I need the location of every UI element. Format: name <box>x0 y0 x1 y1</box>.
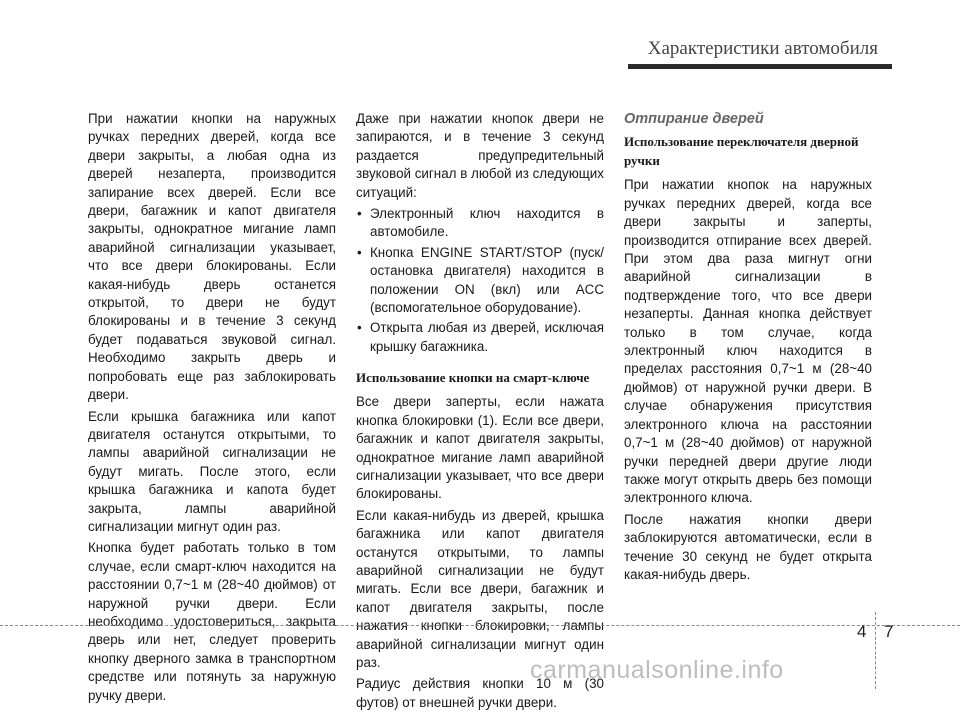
footer-dashed-divider <box>875 612 876 689</box>
subsection-heading: Использование переключателя дверной ручки <box>624 134 859 169</box>
paragraph: Если крышка багажника или капот двигателя останутся открытыми, то лампы аварийной сигнализации не будут мигать. После этого, если крышка багажника и капота будет закрыта, лампы аварийной сигнализации мигнут один раз. <box>88 408 336 534</box>
paragraph: Все двери заперты, если нажата кнопка блокировки (1). Если все двери, багажник и капот двигателя закрыты, однократное мигание ламп аварийной сигнализации указывает, что все двери блокированы. <box>356 394 604 502</box>
list-item: • Электронный ключ находится в автомобиле. <box>356 205 604 242</box>
footer-dashed-line <box>0 625 960 626</box>
section-heading: Отпирание дверей <box>624 111 764 127</box>
chapter-header-title: Характеристики автомобиля <box>647 38 878 59</box>
text-column-1 <box>88 110 336 708</box>
paragraph: После нажатия кнопки двери заблокируются автоматически, если в течение 30 секунд не будет открыта какая-нибудь дверь. <box>624 511 872 582</box>
paragraph: При нажатии кнопки на наружных ручках передних дверей, когда все двери закрыты, а любая одна из дверей незаперта, производится запирание всех дверей. Если все двери, багажник и капот двигателя закрыты, однократное мигание ламп аварийной сигнализации указывает, что все двери блокированы. Если какая-нибудь дверь останется открытой, то двери не будут блокированы и в течение 3 секунд будет подаваться звуковой сигнал. Необходимо закрыть дверь и попробовать еще раз заблокировать двери. <box>88 111 336 403</box>
paragraph: Кнопка будет работать только в том случае, если смарт-ключ находится на расстоянии 0,7~1 м (28~40 дюймов) от наружной ручки двери. Если необходимо удостовериться, закрыта дверь или нет, следует проверить кнопку дверного замка в транспортном средстве или потянуть за наружную ручку двери. <box>88 540 336 703</box>
chapter-number: 4 <box>857 622 867 641</box>
condition-list <box>356 205 604 356</box>
paragraph: Даже при нажатии кнопок двери не запираются, и в течение 3 секунд раздается предупредительный звуковой сигнал в любой из следующих ситуаций: <box>356 111 604 200</box>
paragraph: При нажатии кнопок на наружных ручках передних дверей, когда все двери закрыты и заперты, производится отпирание всех дверей. При этом два раза мигнут огни аварийной сигнализации в подтверждение того, что все двери незаперты. Данная кнопка действует только в том случае, когда электронный ключ находится в пределах расстояния 0,7~1 м (28~40 дюймов) от наружной ручки двери. В случае обнаружения присутствия электронного ключа на расстоянии 0,7~1 м (28~40 дюймов) от наружной ручки передней двери другие люди также могут открыть дверь без помощи электронного ключа. <box>624 177 872 506</box>
list-item: • Открыта любая из дверей, исключая крышку багажника. <box>356 319 604 356</box>
watermark: carmanualsonline.info <box>530 656 784 684</box>
page-number: 7 <box>884 622 894 641</box>
paragraph: Радиус действия кнопки 10 м (30 футов) от внешней ручки двери. <box>356 676 604 710</box>
list-item: • Кнопка ENGINE START/STOP (пуск/остановка двигателя) находится в положении ON (вкл) или ACC (вспомогательное оборудование). <box>356 244 604 318</box>
header-rule <box>628 64 892 69</box>
text-column-3 <box>624 110 872 587</box>
paragraph: Если какая-нибудь из дверей, крышка багажника или капот двигателя останутся открытыми, то лампы аварийной сигнализации не будут мигать. Если все двери, багажник и капот двигателя закрыты, после нажатия кнопки блокировки, лампы аварийной сигнализации мигнут один раз. <box>356 507 604 670</box>
subsection-heading: Использование кнопки на смарт-ключе <box>356 370 590 386</box>
